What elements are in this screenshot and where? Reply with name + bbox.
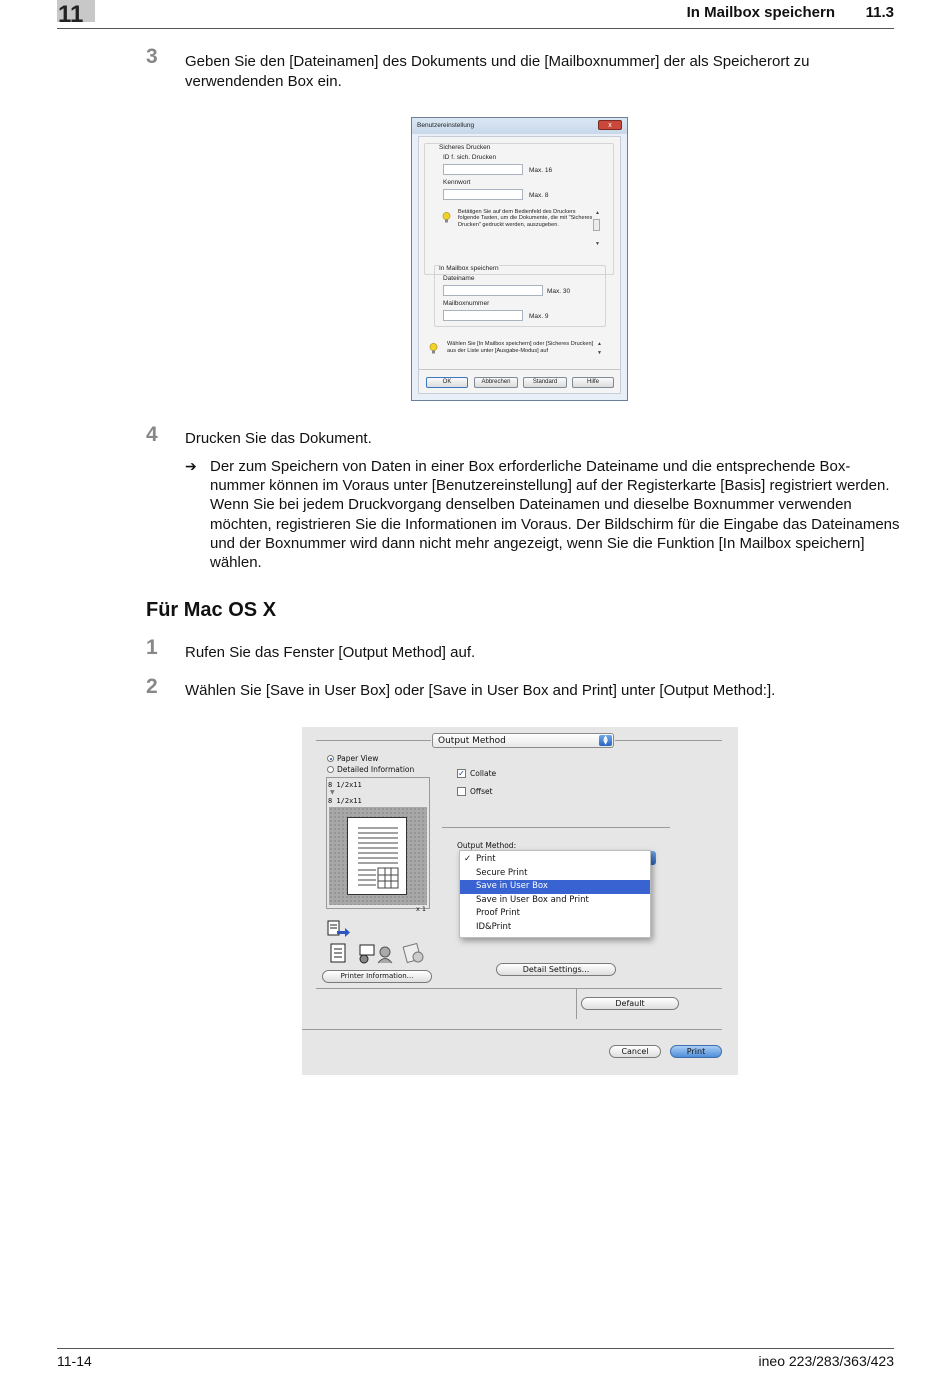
collate-checkbox[interactable]: ✓ <box>458 769 465 778</box>
detailed-info-radio[interactable] <box>327 766 334 773</box>
paper-size: 8 1/2x11 <box>328 797 362 805</box>
divider <box>316 740 431 741</box>
copies-count: x 1 <box>416 905 427 913</box>
divider <box>576 989 577 1019</box>
cancel-button[interactable]: Abbrechen <box>474 377 518 388</box>
max-label: Max. 16 <box>529 167 553 174</box>
divider <box>419 369 620 370</box>
mailbox-number-input[interactable] <box>443 310 523 321</box>
output-method-dialog <box>302 727 738 1075</box>
standard-button[interactable]: Standard <box>523 377 567 388</box>
ok-button[interactable]: OK <box>426 377 468 388</box>
output-method-popup[interactable] <box>432 733 614 748</box>
group-label: In Mailbox speichern <box>439 265 499 272</box>
paper-size: 8 1/2x11 <box>328 781 362 789</box>
field-label: ID f. sich. Drucken <box>443 154 497 161</box>
product-name: ineo 223/283/363/423 <box>758 1353 894 1369</box>
divider <box>442 827 670 828</box>
menu-item-save-in-user-box[interactable]: Save in User Box <box>460 880 650 894</box>
file-name-input[interactable] <box>443 285 543 296</box>
printer-information-button[interactable]: Printer Information... <box>322 970 432 983</box>
dialog-titlebar <box>412 118 627 134</box>
hint-text: Wählen Sie [In Mailbox speichern] oder [Sicheres Drucken] aus der Liste unter [Ausgabe-Modus] auf <box>447 341 594 354</box>
step-number: 1 <box>146 636 158 659</box>
section-heading: Für Mac OS X <box>146 599 277 621</box>
cancel-button[interactable]: Cancel <box>609 1045 661 1058</box>
offset-checkbox[interactable] <box>457 787 466 796</box>
secure-id-input[interactable] <box>443 164 523 175</box>
hint-text: Betätigen Sie auf dem Bedienfeld des Druckers folgende Tasten, um die Dokumente, die mit "Sicheres Drucken" gedruckt werden, auszugeben. <box>458 209 593 228</box>
step-number: 2 <box>146 675 158 698</box>
footer-rule <box>57 1348 894 1349</box>
step-text: Wählen Sie [Save in User Box] oder [Save in User Box and Print] unter [Output Method:]. <box>185 682 776 699</box>
scroll-down-icon[interactable]: ▼ <box>597 350 602 356</box>
step-text: Drucken Sie das Dokument. <box>185 430 372 447</box>
output-method-menu <box>459 850 651 938</box>
group-label: Sicheres Drucken <box>439 144 491 151</box>
scrollbar-thumb[interactable] <box>593 219 600 231</box>
paper-view-radio[interactable] <box>327 755 334 762</box>
header-section: 11.3 <box>865 4 894 21</box>
page-preview <box>347 817 407 895</box>
menu-item-proof-print[interactable]: Proof Print <box>476 908 520 918</box>
default-button[interactable]: Default <box>581 997 679 1010</box>
checkbox-label: Collate <box>470 769 497 778</box>
help-button[interactable]: Hilfe <box>572 377 614 388</box>
popup-label: Output Method <box>438 736 506 746</box>
checkmark-icon: ✓ <box>464 854 472 864</box>
note-text: Der zum Speichern von Daten in einer Box erforderliche Dateiname und die entsprechende Box-nummer können im Voraus unter [Benutzereinstellung] auf der Registerkarte [Basis] registriert werden. Wenn Sie bei jedem Druckvorgang denselben Dateinamen und dieselbe Boxnummer verwenden möchten, registrieren Sie die Informationen im Voraus. Der Bildschirm für die Eingabe das Dateinamens und der Boxnummer wird dann nicht mehr angezeigt, wenn Sie die Funktion [In Mailbox speichern] wählen. <box>210 458 900 572</box>
scroll-up-icon[interactable]: ▲ <box>595 210 600 216</box>
field-label: Dateiname <box>443 275 475 282</box>
detail-settings-button[interactable]: Detail Settings... <box>496 963 616 976</box>
printer-to-box-icon <box>327 920 351 938</box>
dialog-body <box>418 136 621 394</box>
close-icon[interactable]: x <box>598 120 622 130</box>
radio-label: Paper View <box>337 754 379 763</box>
print-options-icons <box>330 942 430 964</box>
output-method-label: Output Method: <box>457 841 517 850</box>
menu-item-print[interactable]: ✓ Print <box>460 853 650 867</box>
arrow-icon: ➔ <box>185 458 197 474</box>
max-label: Max. 8 <box>529 192 549 199</box>
step-number: 4 <box>146 423 158 446</box>
field-label: Mailboxnummer <box>443 300 490 307</box>
arrow-down-icon: ▼ <box>330 789 335 796</box>
lightbulb-icon <box>442 212 451 224</box>
max-label: Max. 9 <box>529 313 549 320</box>
divider <box>302 1029 722 1030</box>
divider <box>316 988 722 989</box>
menu-item-save-in-user-box-and-print[interactable]: Save in User Box and Print <box>476 894 589 905</box>
checkbox-label: Offset <box>470 787 493 796</box>
scroll-down-icon[interactable]: ▼ <box>595 241 600 247</box>
chapter-number: 11 <box>58 1 84 28</box>
scroll-up-icon[interactable]: ▲ <box>597 341 602 347</box>
lightbulb-icon <box>429 343 438 355</box>
step-number: 3 <box>146 45 158 68</box>
max-label: Max. 30 <box>547 288 571 295</box>
page-number: 11-14 <box>57 1353 92 1369</box>
print-button[interactable]: Print <box>670 1045 722 1058</box>
menu-item-id-print[interactable]: ID&Print <box>476 921 512 932</box>
dialog-title: Benutzereinstellung <box>417 122 475 129</box>
password-input[interactable] <box>443 189 523 200</box>
menu-item-secure-print[interactable]: Secure Print <box>476 867 528 878</box>
chevron-updown-icon: ▲ ▼ <box>599 735 612 746</box>
header-title: In Mailbox speichern <box>686 4 835 21</box>
radio-label: Detailed Information <box>337 765 415 774</box>
step-text: Geben Sie den [Dateinamen] des Dokuments und die [Mailboxnummer] der als Speicherort zu verwendenden Box ein. <box>185 53 810 90</box>
header-rule <box>57 28 894 29</box>
step-text: Rufen Sie das Fenster [Output Method] auf. <box>185 644 476 661</box>
page-lines-icon <box>348 818 408 896</box>
field-label: Kennwort <box>443 179 471 186</box>
user-settings-dialog <box>411 117 628 401</box>
divider <box>615 740 722 741</box>
